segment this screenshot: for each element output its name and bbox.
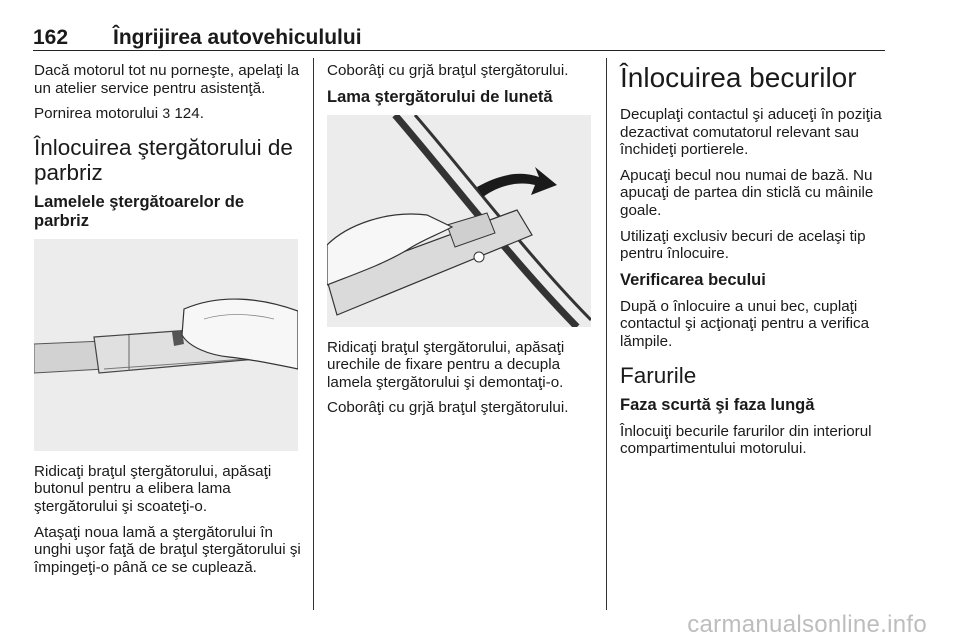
rear-wiper-illustration [327,115,591,327]
subheading-rear-wiper-blade: Lama ştergătorului de lunetă [327,87,553,106]
paragraph-remove-rear-blade: Ridicaţi braţul ştergătorului, apăsaţi urechile de fixare pentru a decupla lamela ştergătorului şi demontaţi-o. [327,338,565,391]
paragraph-attach-blade: Ataşaţi noua lamă a ştergătorului în unghi uşor faţă de braţul ştergătorului şi împingeţi-o până ce se cuplează. [34,523,301,576]
paragraph-remove-blade: Ridicaţi braţul ştergătorului, apăsaţi butonul pentru a elibera lama ştergătorului şi scoateţi-o. [34,462,272,515]
paragraph-hold-bulb: Apucaţi becul nou numai de bază. Nu apucaţi de partea din sticlă cu mâinile goale. [620,166,874,219]
column-2 [327,62,592,425]
paragraph-check-lamps: După o înlocuire a unui bec, cuplaţi contactul şi acţionaţi pentru a verifica lămpile. [620,297,870,350]
column-divider-2 [606,58,607,610]
paragraph-lower-arm: Coborâţi cu grjă braţul ştergătorului. [327,62,569,79]
section-heading-headlights: Farurile [620,362,697,388]
running-title: Îngrijirea autovehiculului [113,26,362,49]
ref-text: Pornirea motorului [34,105,159,123]
column-divider-1 [313,58,314,610]
paragraph-ignition-off: Decuplaţi contactul şi aduceţi în poziţia dezactivat comutatorul relevant sau închideţi portierele. [620,106,882,159]
page-reference-icon: 3 [162,105,171,122]
column-1 [34,62,302,584]
figure-windscreen-wiper-blade [34,239,298,451]
paragraph-service: Dacă motorul tot nu porneşte, apelaţi la un atelier service pentru asistenţă. [34,62,300,97]
paragraph-headlight-bulbs: Înlocuiţi becurile farurilor din interiorul compartimentului motorului. [620,422,872,458]
subheading-low-high-beam: Faza scurtă şi faza lungă [620,395,815,414]
figure-rear-wiper-blade [327,115,591,327]
section-heading-bulb-replacement: Înlocuirea becurilor [620,62,857,93]
page-header [33,26,885,52]
section-heading-wiper-replacement: Înlocuirea ştergătorului de parbriz [34,134,293,185]
page-number: 162 [33,26,69,49]
watermark-text: carmanualsonline.info [687,611,927,638]
ref-page: 124. [174,105,204,123]
subheading-windscreen-blades: Lamelele ştergătoarelor de parbriz [34,192,245,230]
column-3 [620,62,890,466]
subheading-bulb-check: Verificarea becului [620,270,766,289]
paragraph-lower-arm-2: Coborâţi cu grjă braţul ştergătorului. [327,399,569,417]
paragraph-same-type: Utilizaţi exclusiv becuri de acelaşi tip pentru înlocuire. [620,227,866,263]
paragraph-engine-start-ref [34,105,302,123]
wiper-blade-illustration [34,239,298,451]
header-rule [33,50,885,51]
